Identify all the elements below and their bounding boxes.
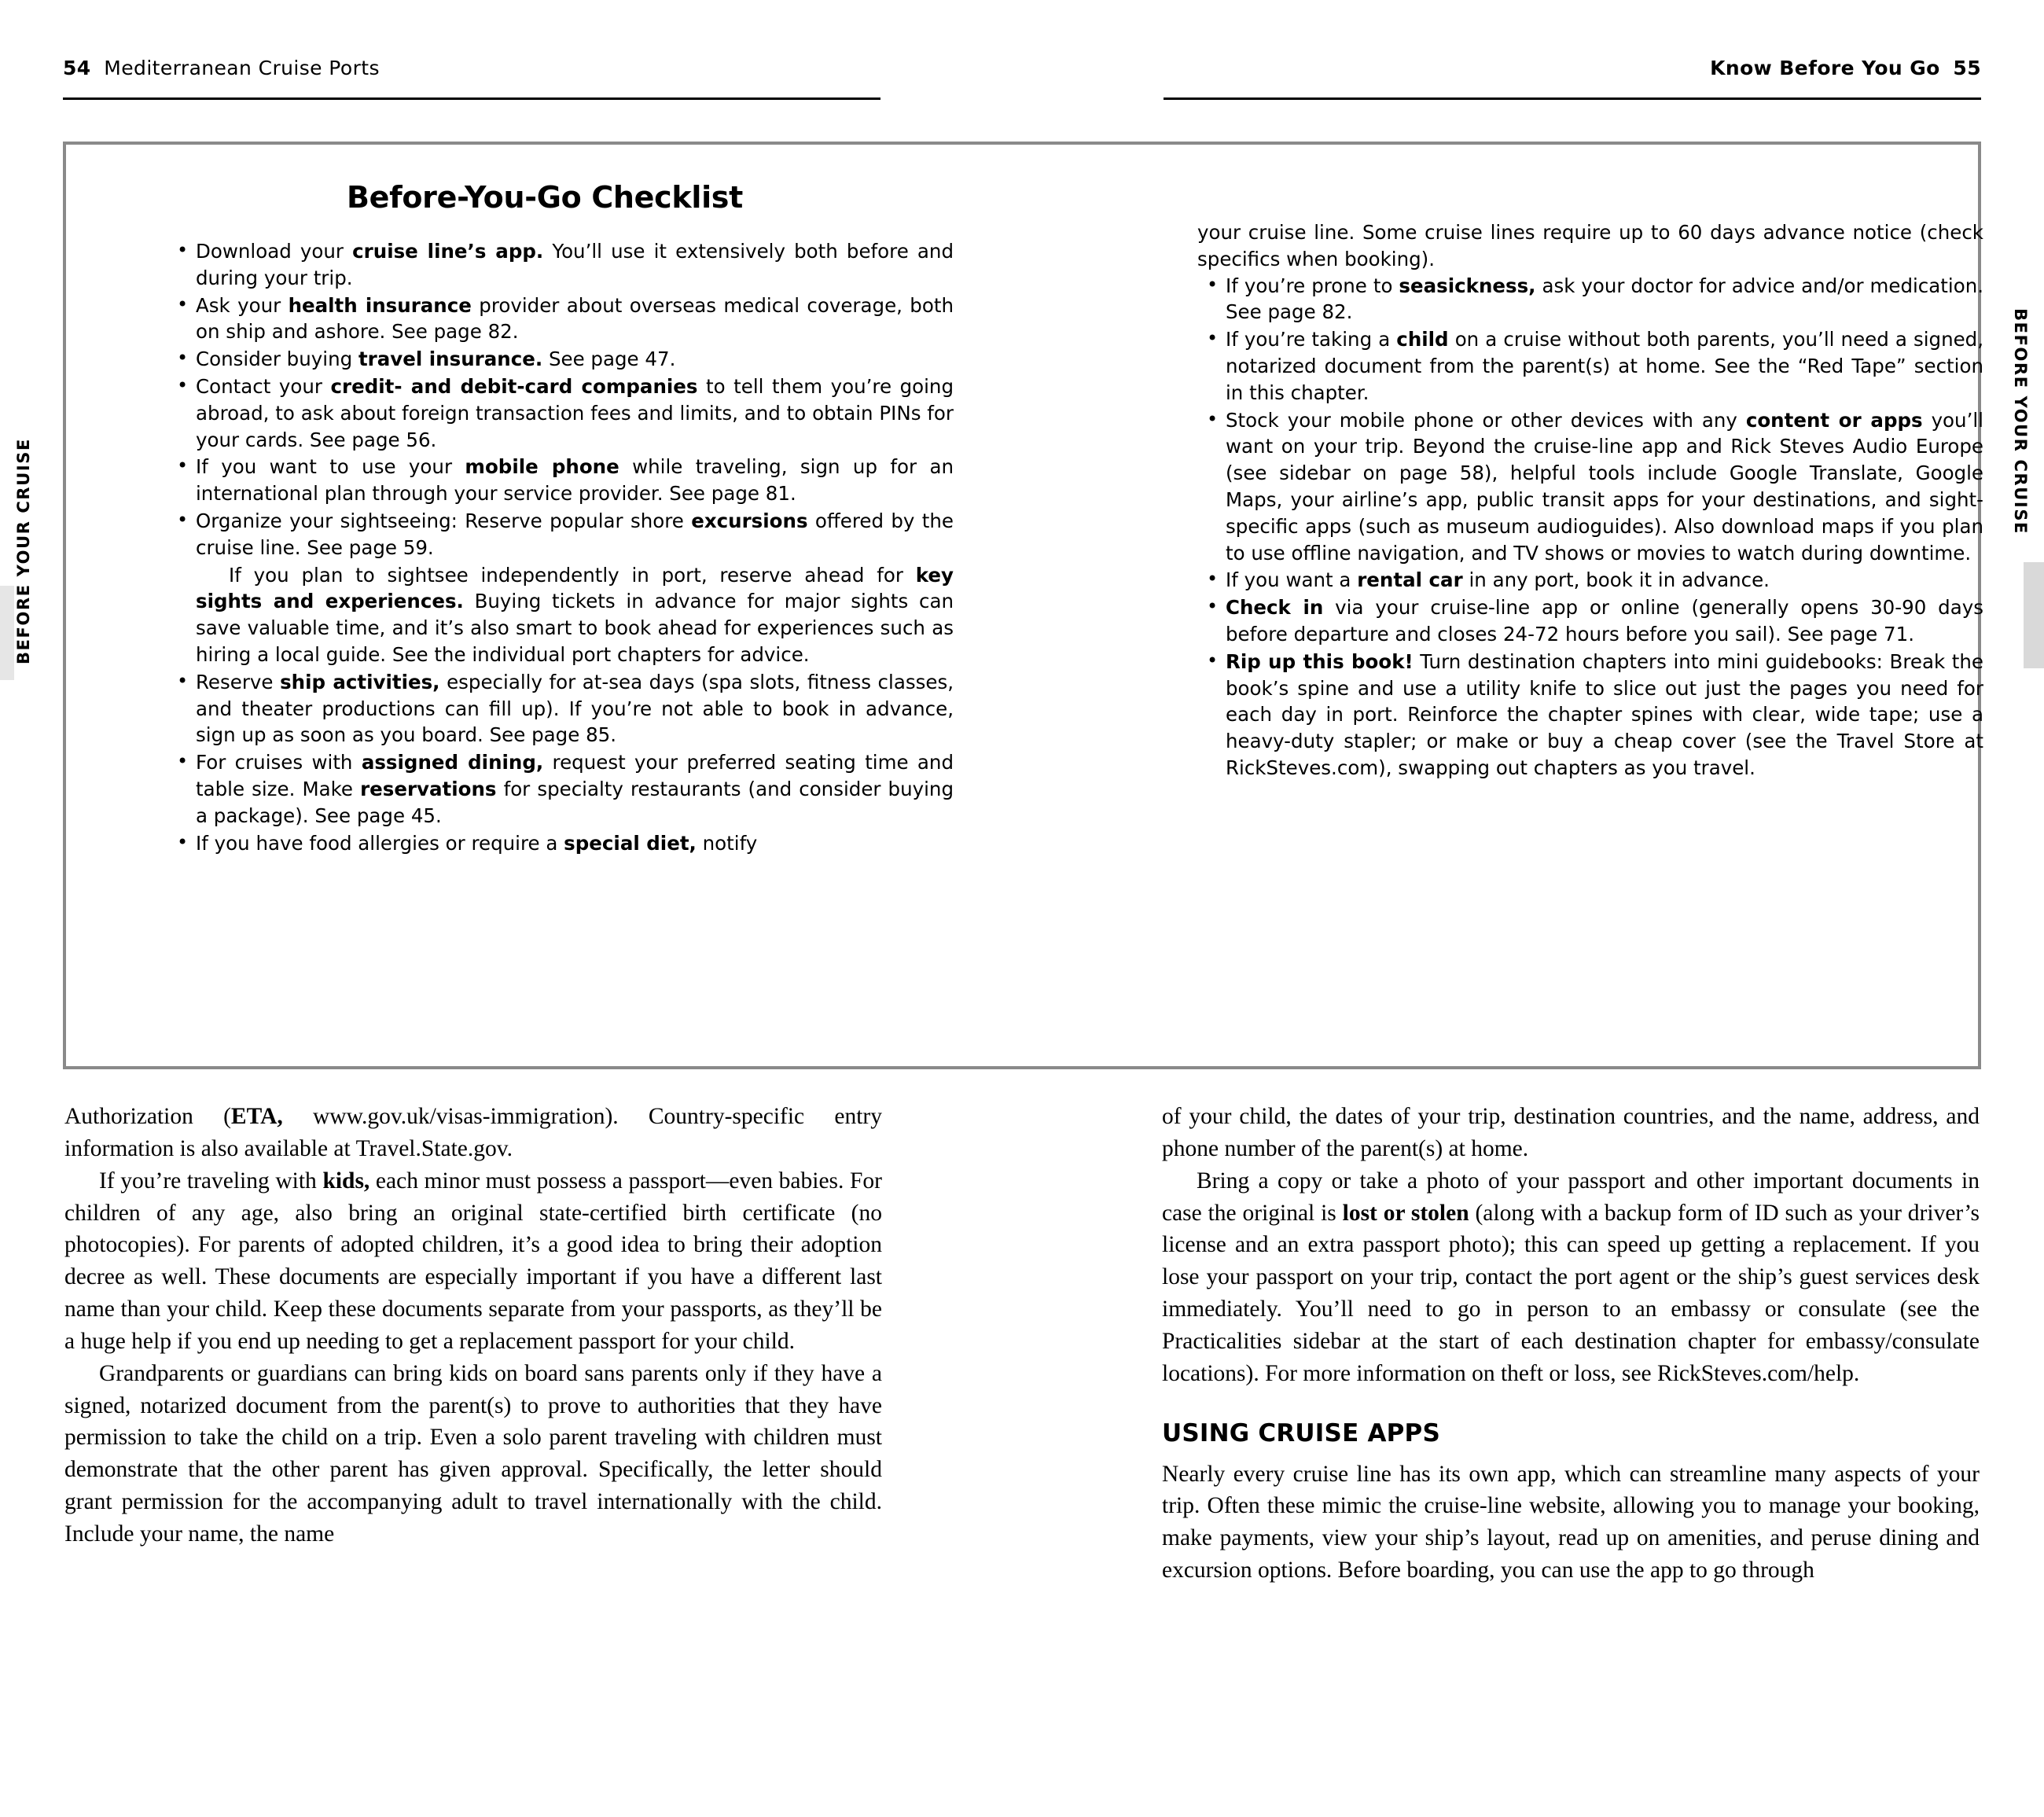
left-book-title: Mediterranean Cruise Ports (104, 57, 380, 79)
checklist-item: • Consider buying travel insurance. See page 47. (167, 346, 954, 373)
checklist-item: • Rip up this book! Turn destination chapters into mini guidebooks: Break the book’s spine and use a utility knife to slice out just the pages you need for each day in port. Reinforce the chapter spines with clear, wide tape; use a heavy-duty stapler; or make or buy a cheap cover (see the Travel Store at RickSteves.com), swapping out chapters as you travel. (1197, 649, 1983, 782)
checklist-column-right (1197, 219, 1983, 782)
right-page-number: 55 (1953, 57, 1981, 79)
body-column-right (1162, 1101, 1980, 1587)
checklist-item: • If you’re prone to seasickness, ask your doctor for advice and/or medication. See page 82. (1197, 273, 1983, 326)
side-tab-left: BEFORE YOUR CRUISE (14, 438, 33, 664)
paragraph: If you’re traveling with kids, each minor must possess a passport—even babies. For children of any age, also bring an original state-certified birth certificate (no photocopies). For parents of adopted children, it’s a good idea to bring their adoption decree as well. These documents are especially important if you have a different last name than your child. Keep these documents separate from your passports, as they’ll be a huge help if you end up needing to get a replacement passport for your child. (64, 1168, 882, 1354)
checklist-item: • Stock your mobile phone or other devices with any content or apps you’ll want on your trip. Beyond the cruise-line app and Rick Steves Audio Europe (see sidebar on page 58), helpful tools include Google Translate, Google Maps, your airline’s app, public transit apps for your destinations, and sight-specific apps (such as museum audioguides). Also download maps if you plan to use offline navigation, and TV shows or movies to watch during downtime. (1197, 407, 1983, 567)
checklist-item: • If you want a rental car in any port, book it in advance. (1197, 567, 1983, 594)
checklist-item: • If you’re taking a child on a cruise without both parents, you’ll need a signed, notarized document from the parent(s) at home. See the “Red Tape” section in this chapter. (1197, 326, 1983, 406)
paragraph: Bring a copy or take a photo of your passport and other important documents in case the original is lost or stolen (along with a backup form of ID such as your driver’s license and an extra passport photo); this can speed up getting a replacement. If you lose your passport on your trip, contact the port agent or the ship’s guest services desk immediately. You’ll need to go in person to an embassy or consulate (see the Practicalities sidebar at the start of each destination chapter for embassy/consulate locations). For more information on theft or loss, see RickSteves.com/help. (1162, 1168, 1980, 1386)
checklist-item: • Ask your health insurance provider about overseas medical coverage, both on ship and ashore. See page 82. (167, 292, 954, 346)
left-page-number: 54 (63, 57, 91, 79)
checklist-continuation: your cruise line. Some cruise lines require up to 60 days advance notice (check specifics when booking). (1197, 221, 1983, 270)
paragraph: of your child, the dates of your trip, destination countries, and the name, address, and phone number of the parent(s) at home. (1162, 1104, 1980, 1161)
paragraph: Nearly every cruise line has its own app, which can streamline many aspects of your trip. Often these mimic the cruise-line website, allowing you to manage your booking, make payments, view your ship’s layout, read up on amenities, and peruse dining and excursion options. Before boarding, you can use the app to go through (1162, 1461, 1980, 1583)
body-column-left (64, 1101, 882, 1550)
checklist-item: • Reserve ship activities, especially for at-sea days (spa slots, fitness classes, and theater productions can fill up). If you’re not able to book in advance, sign up as soon as you board. See page 85. (167, 669, 954, 749)
checklist-item: • If you have food allergies or require a special diet, notify (167, 830, 954, 857)
running-head-right (1710, 57, 1981, 79)
checklist-subparagraph: If you plan to sightsee independently in port, reserve ahead for key sights and experiences. Buying tickets in advance for major sights can save valuable time, and it’s also smart to book ahead for experiences such as hiring a local guide. See the individual port chapters for advice. (196, 563, 954, 666)
checklist-item: • If you want to use your mobile phone while traveling, sign up for an international plan through your service provider. See page 81. (167, 454, 954, 507)
running-heads (63, 57, 1981, 104)
checklist-item: • For cruises with assigned dining, request your preferred seating time and table size. Make reservations for specialty restaurants (and consider buying a package). See page 45. (167, 749, 954, 829)
side-tab-right: BEFORE YOUR CRUISE (2011, 308, 2030, 535)
side-tab-block-right (2024, 562, 2044, 668)
checklist-sidebar-inner (80, 159, 1984, 1052)
checklist-item: • Organize your sightseeing: Reserve popular shore excursions offered by the cruise line. See page 59. (167, 508, 954, 561)
side-tab-block-left (0, 586, 14, 680)
checklist-title: Before-You-Go Checklist (346, 180, 743, 215)
paragraph: Grandparents or guardians can bring kids on board sans parents only if they have a signed, notarized document from the parent(s) to prove to authorities that they have permission to take the child on a trip. Even a solo parent traveling with children must demonstrate that the other parent has given approval. Specifically, the letter should grant permission for the accompanying adult to travel internationally with the child. Include your name, the name (64, 1360, 882, 1547)
checklist-column-left (167, 238, 954, 857)
section-subhead: USING CRUISE APPS (1162, 1418, 1440, 1447)
checklist-item: • Check in via your cruise-line app or online (generally opens 30-90 days before departure and closes 24-72 hours before you sail). See page 71. (1197, 594, 1983, 648)
checklist-item: • Contact your credit- and debit-card companies to tell them you’re going abroad, to ask about foreign transaction fees and limits, and to obtain PINs for your cards. See page 56. (167, 373, 954, 453)
checklist-item: • Download your cruise line’s app. You’ll use it extensively both before and during your trip. (167, 238, 954, 292)
header-rule-left (63, 97, 880, 100)
checklist-sidebar (63, 142, 1984, 1069)
header-rule-right (1164, 97, 1981, 100)
right-chapter-title: Know Before You Go (1710, 57, 1940, 79)
running-head-left (63, 57, 380, 79)
paragraph: Authorization (ETA, www.gov.uk/visas-immigration). Country-specific entry information is also available at Travel.State.gov. (64, 1104, 882, 1161)
